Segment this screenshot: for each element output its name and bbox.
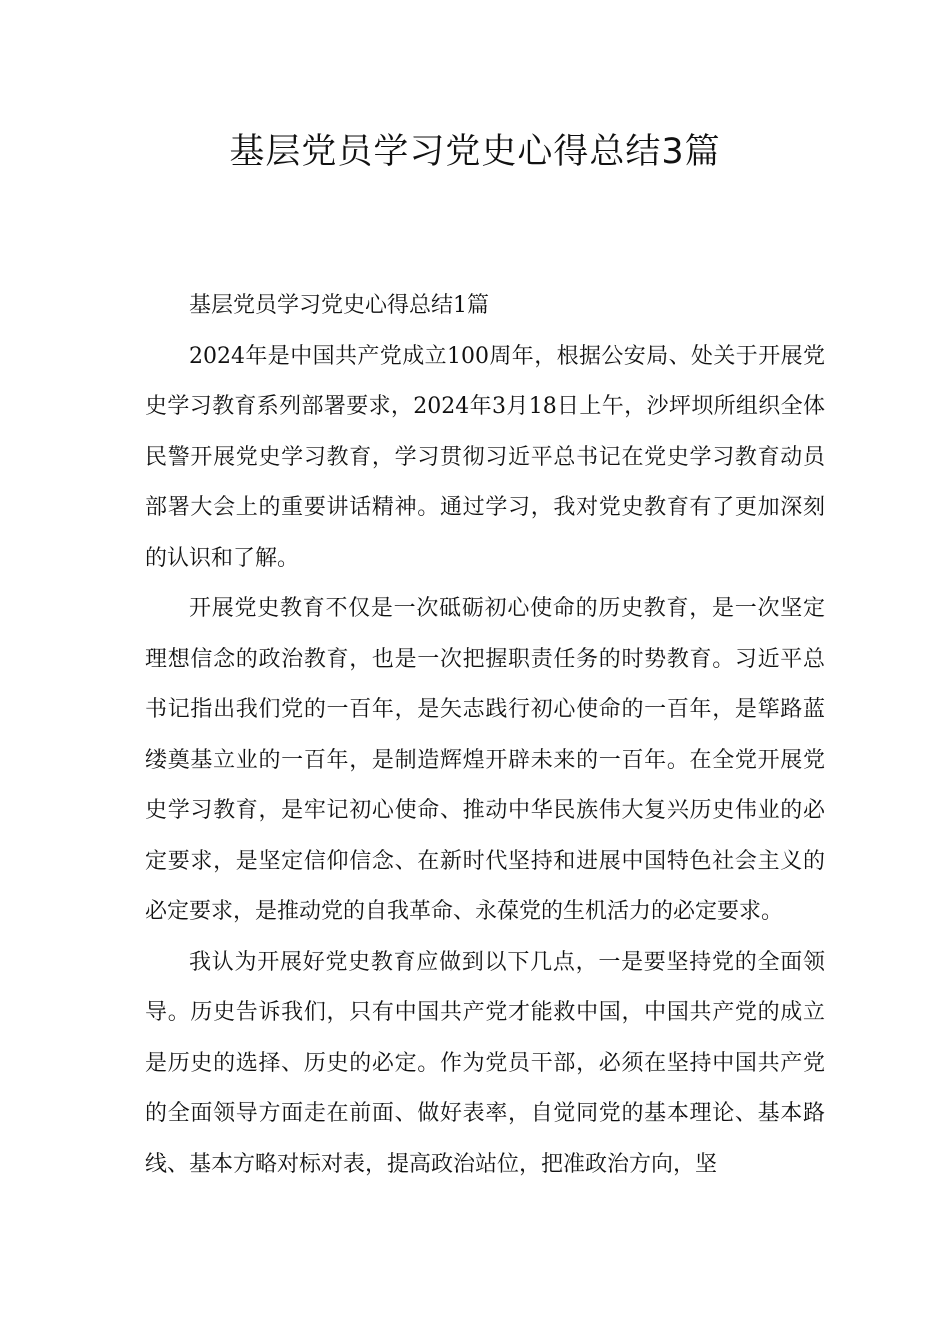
section-heading: 基层党员学习党史心得总结1篇 (189, 293, 489, 318)
paragraph-1: 2024年是中国共产党成立100周年，根据公安局、处关于开展党史学习教育系列部署要求，2024年3月18日上午，沙坪坝所组织全体民警开展党史学习教育，学习贯彻习近平总书记在党史学习教育动员部署大会上的重要讲话精神。通过学习，我对党史教育有了更加深刻的认识和了解。 (145, 343, 825, 571)
document-body (145, 281, 825, 1190)
paragraph-2: 开展党史教育不仅是一次砥砺初心使命的历史教育，是一次坚定理想信念的政治教育，也是一次把握职责任务的时势教育。习近平总书记指出我们党的一百年，是矢志践行初心使命的一百年，是筚路蓝缕奠基立业的一百年，是制造辉煌开辟未来的一百年。在全党开展党史学习教育，是牢记初心使命、推动中华民族伟大复兴历史伟业的必定要求，是坚定信仰信念、在新时代坚持和进展中国特色社会主义的必定要求，是推动党的自我革命、永葆党的生机活力的必定要求。 (145, 596, 825, 924)
document-title: 基层党员学习党史心得总结3篇 (229, 132, 721, 172)
paragraph-3: 我认为开展好党史教育应做到以下几点，一是要坚持党的全面领导。历史告诉我们，只有中国共产党才能救中国，中国共产党的成立是历史的选择、历史的必定。作为党员干部，必须在坚持中国共产党的全面领导方面走在前面、做好表率，自觉同党的基本理论、基本路线、基本方略对标对表，提高政治站位，把准政治方向，坚 (145, 949, 825, 1177)
